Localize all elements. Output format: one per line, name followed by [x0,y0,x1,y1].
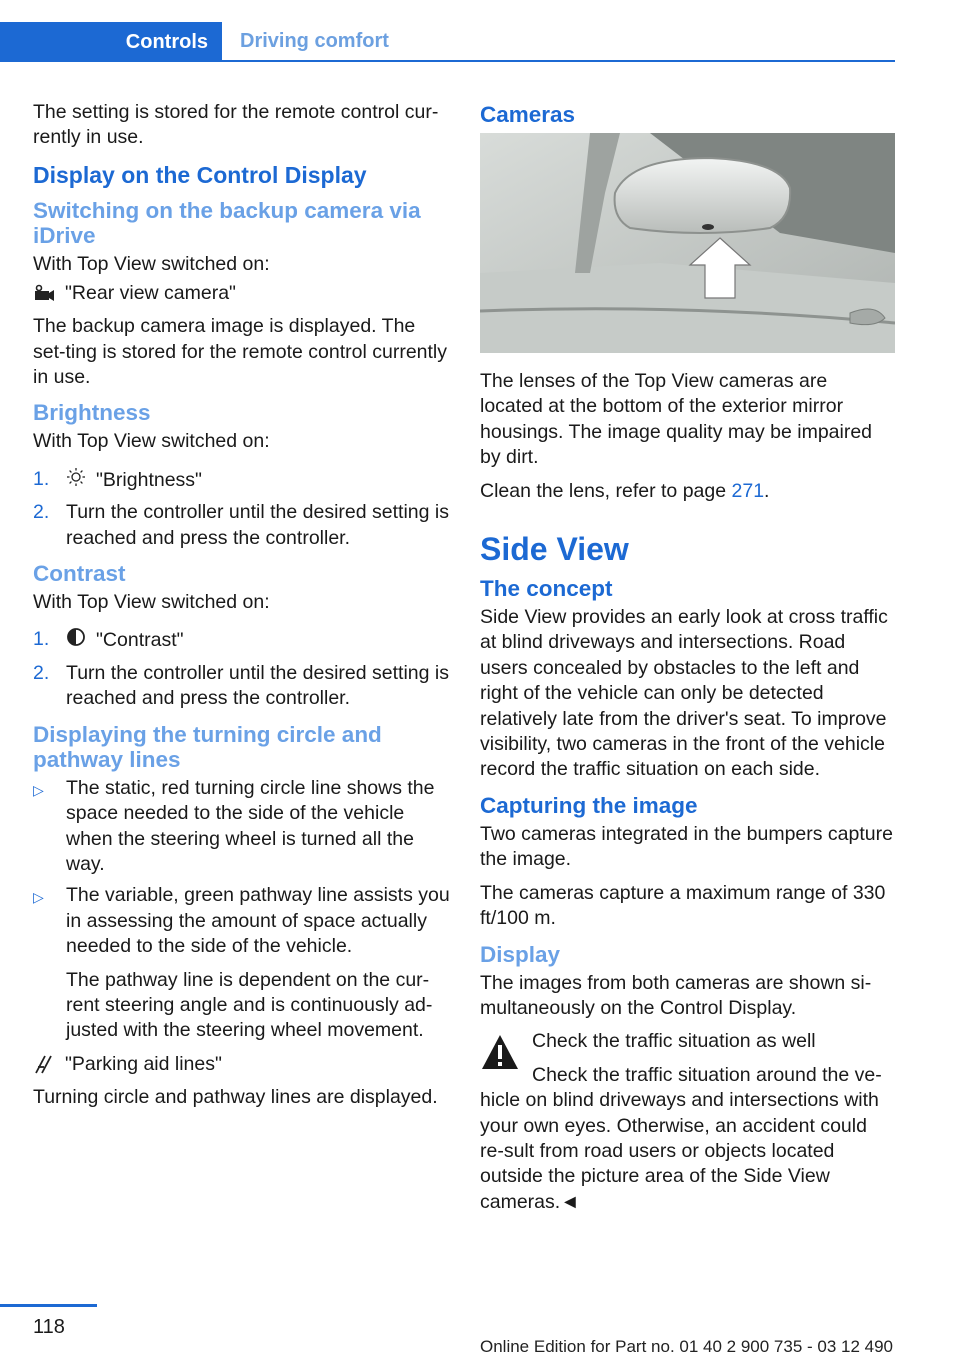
step-text: Turn the controller until the desired setting is reached and press the controller. [66,661,449,710]
heading-turning-circle: Displaying the turning circle and pathway lines [33,721,382,772]
bullet-triangle-icon: ▷ [33,781,44,798]
with-top-view-text: With Top View switched on: [33,252,270,275]
contrast-steps [33,627,451,711]
heading-display: Display [480,941,561,967]
warning-text: Check the traffic situation around the ve-hicle on blind driveways and intersections with your own eyes. Otherwise, an accident could re-sult from road users or objects located outside the picture area of the Side View cameras.◄ [480,1063,882,1213]
page-header [0,22,895,62]
step-number: 2. [33,661,50,684]
list-item [33,776,451,878]
step-number: 2. [33,501,50,524]
brightness-steps [33,467,451,551]
heading-capturing: Capturing the image [480,792,698,818]
bullet-text: The variable, green pathway line assists you in assessing the amount of space actually needed to the side of the vehicle. [66,884,450,958]
turning-bullets [33,776,451,1044]
parking-aid-label: "Parking aid lines" [65,1052,222,1075]
heading-brightness: Brightness [33,400,151,426]
brightness-icon [66,467,86,494]
warning-icon [480,1033,520,1076]
step-number: 1. [33,467,50,490]
with-top-view-text: With Top View switched on: [33,591,270,614]
list-item [33,661,451,712]
list-item [33,627,451,654]
range-text: The cameras capture a maximum range of 330 ft/100 m. [480,881,886,930]
list-item [33,883,451,1043]
clean-lens-suffix: . [764,479,770,502]
header-tab-controls: Controls [0,22,222,62]
backup-camera-text: The backup camera image is displayed. The set-ting is stored for the remote control currently in use. [33,315,448,389]
rear-view-camera-item [33,281,451,306]
warning-title: Check the traffic situation as well [532,1030,816,1053]
warning-block [480,1029,895,1054]
list-item [33,500,451,551]
lenses-text: The lenses of the Top View cameras are located at the bottom of the exterior mirror housings. The image quality may be impaired by dirt. [480,370,873,469]
display-text: The images from both cameras are shown si-multaneously on the Control Display. [480,971,872,1019]
capturing-text: Two cameras integrated in the bumpers capture the image. [480,822,893,871]
clean-lens-text [480,479,895,504]
bullet-extra-text: The pathway line is dependent on the cur-rent steering angle and is continuously ad-justed with the steering wheel movement. [66,968,433,1042]
footer-rule [0,1304,97,1307]
heading-concept: The concept [480,576,613,602]
mirror-camera-image [480,133,895,353]
page-number: 118 [33,1316,65,1338]
heading-display-control: Display on the Control Display [33,161,367,188]
bullet-text: The static, red turning circle line shows the space needed to the side of the vehicle when the steering wheel is turned all the way. [66,776,435,875]
list-item [33,467,451,494]
header-tab-driving-comfort: Driving comfort [222,22,895,62]
parking-aid-item [33,1052,451,1077]
contrast-icon [66,627,86,654]
left-column [33,100,451,1118]
concept-text: Side View provides an early look at cross traffic at blind driveways and intersections. Road users concealed by obstacles to the left and right of the vehicle can only be detected relatively late from the driver's seat. To improve visibility, two cameras in the front of the vehicle record the traffic situation on each side. [480,606,888,781]
heading-cameras: Cameras [480,102,576,127]
camera-icon [33,283,55,305]
right-column [480,100,895,1223]
step-text: "Contrast" [96,629,184,652]
intro-text: The setting is stored for the remote control cur-rently in use. [33,101,439,149]
heading-side-view: Side View [480,531,629,568]
turning-displayed-text: Turning circle and pathway lines are displayed. [33,1085,438,1108]
heading-switching-backup: Switching on the backup camera via iDrive [33,197,421,248]
bullet-triangle-icon: ▷ [33,889,44,906]
with-top-view-text: With Top View switched on: [33,430,270,453]
edition-footer: Online Edition for Part no. 01 40 2 900 735 - 03 12 490 [480,1337,894,1356]
page-link-271[interactable]: 271 [731,479,765,502]
heading-contrast: Contrast [33,561,126,587]
parking-lines-icon [33,1053,55,1075]
step-text: "Brightness" [96,468,202,491]
step-number: 1. [33,628,50,651]
clean-lens-prefix: Clean the lens, refer to page [480,479,732,502]
rear-view-camera-label: "Rear view camera" [65,282,236,305]
step-text: Turn the controller until the desired setting is reached and press the controller. [66,501,449,549]
